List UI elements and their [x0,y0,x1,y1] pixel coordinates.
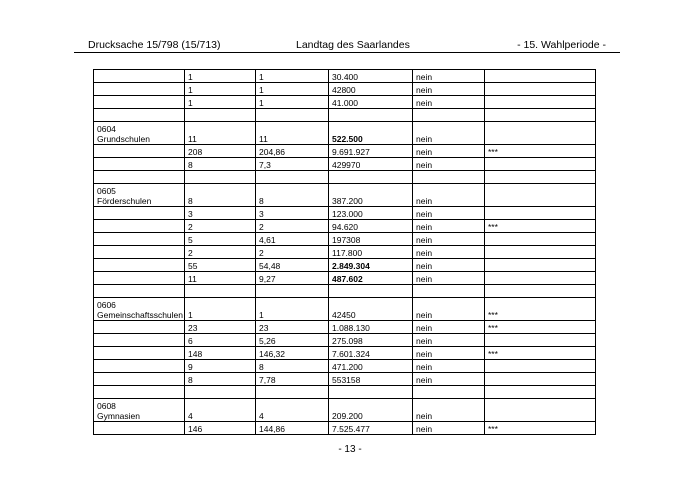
table-row [94,334,596,347]
cell-count: 2 [185,246,256,259]
cell-amount: 9.691.927 [329,145,413,158]
category-code: 0608 [97,401,116,411]
table-row [94,184,596,207]
cell-note [485,184,596,207]
cell-count: 23 [185,321,256,334]
cell-count: 208 [185,145,256,158]
cell-note [485,96,596,109]
cell-amount [329,122,413,145]
table-row [94,171,596,184]
table-row [94,246,596,259]
cell-amount: 209.200 [329,399,413,422]
table-row [94,272,596,285]
cell-status: nein [413,96,485,109]
cell-note: *** [485,220,596,233]
cell-category [94,207,185,220]
cell-status: nein [413,233,485,246]
cell-amount: 94.620 [329,220,413,233]
cell-amount: 7.601.324 [329,347,413,360]
cell-status: nein [413,422,485,435]
category-name: Grundschulen [97,134,150,144]
cell-count: 148 [185,347,256,360]
cell-status: nein [413,399,485,422]
cell-note [485,373,596,386]
category-code: 0605 [97,186,116,196]
cell-fte: 11 [256,122,329,145]
cell-category [94,334,185,347]
cell-amount: 275.098 [329,334,413,347]
cell-amount [329,272,413,285]
cell-category [94,399,185,422]
amount-bold: 2.849.304 [332,261,370,271]
cell-fte: 146,32 [256,347,329,360]
cell-status: nein [413,298,485,321]
cell-category [94,158,185,171]
table-row [94,122,596,145]
cell-count: 11 [185,272,256,285]
table-row [94,298,596,321]
cell-note [485,171,596,184]
cell-status: nein [413,207,485,220]
cell-note [485,246,596,259]
cell-note: *** [485,321,596,334]
cell-fte: 4 [256,399,329,422]
cell-fte: 1 [256,83,329,96]
table-row [94,422,596,435]
cell-note [485,207,596,220]
cell-fte: 144,86 [256,422,329,435]
table-row [94,259,596,272]
cell-fte [256,109,329,122]
cell-count: 4 [185,399,256,422]
cell-category [94,145,185,158]
table-row [94,399,596,422]
cell-category [94,347,185,360]
category-code: 0604 [97,124,116,134]
cell-amount: 41.000 [329,96,413,109]
cell-amount: 197308 [329,233,413,246]
table-row [94,233,596,246]
table-row [94,220,596,233]
cell-amount: 30.400 [329,70,413,83]
cell-amount: 117.800 [329,246,413,259]
cell-amount [329,171,413,184]
cell-note [485,272,596,285]
cell-fte: 54,48 [256,259,329,272]
cell-fte: 204,86 [256,145,329,158]
cell-amount: 42450 [329,298,413,321]
table-row [94,158,596,171]
cell-status [413,171,485,184]
page-number: - 13 - [338,444,362,455]
cell-count [185,171,256,184]
cell-status [413,285,485,298]
cell-category [94,70,185,83]
cell-fte: 23 [256,321,329,334]
cell-status: nein [413,158,485,171]
cell-count: 8 [185,373,256,386]
cell-count: 8 [185,184,256,207]
cell-amount [329,109,413,122]
category-name: Gymnasien [97,411,140,421]
cell-fte: 1 [256,96,329,109]
cell-count: 1 [185,83,256,96]
table-row [94,70,596,83]
parliament-name: Landtag des Saarlandes [296,39,410,51]
table-row [94,360,596,373]
cell-status: nein [413,334,485,347]
cell-fte: 9,27 [256,272,329,285]
cell-note [485,399,596,422]
cell-status: nein [413,272,485,285]
cell-category [94,233,185,246]
cell-fte: 2 [256,246,329,259]
cell-count [185,109,256,122]
table-row [94,285,596,298]
cell-status: nein [413,70,485,83]
data-table [93,69,596,435]
cell-category [94,220,185,233]
cell-fte: 2 [256,220,329,233]
cell-category [94,259,185,272]
cell-status: nein [413,83,485,96]
cell-category [94,96,185,109]
cell-amount: 42800 [329,83,413,96]
amount-bold: 487.602 [332,274,363,284]
cell-fte: 8 [256,360,329,373]
cell-amount: 429970 [329,158,413,171]
cell-fte: 8 [256,184,329,207]
cell-count: 55 [185,259,256,272]
cell-note: *** [485,145,596,158]
table-row [94,207,596,220]
cell-count: 146 [185,422,256,435]
cell-count: 1 [185,96,256,109]
cell-category [94,386,185,399]
cell-status: nein [413,220,485,233]
cell-status: nein [413,184,485,207]
legislative-period: - 15. Wahlperiode - [517,39,606,51]
cell-status: nein [413,347,485,360]
table-row [94,373,596,386]
cell-status: nein [413,145,485,158]
cell-amount: 123.000 [329,207,413,220]
cell-status: nein [413,122,485,145]
cell-note: *** [485,422,596,435]
cell-note [485,83,596,96]
cell-note [485,70,596,83]
table-row [94,321,596,334]
cell-note [485,334,596,347]
cell-amount [329,285,413,298]
cell-status [413,109,485,122]
cell-count: 6 [185,334,256,347]
cell-amount: 553158 [329,373,413,386]
cell-count [185,386,256,399]
cell-count [185,285,256,298]
cell-fte [256,171,329,184]
cell-category [94,246,185,259]
cell-fte: 7,78 [256,373,329,386]
cell-status [413,386,485,399]
cell-amount: 471.200 [329,360,413,373]
cell-amount: 1.088.130 [329,321,413,334]
cell-count: 1 [185,298,256,321]
cell-status: nein [413,360,485,373]
cell-category [94,360,185,373]
cell-status: nein [413,246,485,259]
cell-category [94,109,185,122]
cell-amount [329,386,413,399]
cell-status: nein [413,259,485,272]
table-row [94,386,596,399]
cell-category [94,373,185,386]
document-number: Drucksache 15/798 (15/713) [88,39,221,51]
cell-fte [256,285,329,298]
cell-status: nein [413,373,485,386]
cell-category [94,83,185,96]
cell-note: *** [485,347,596,360]
cell-fte: 1 [256,70,329,83]
cell-category [94,272,185,285]
cell-fte: 7,3 [256,158,329,171]
cell-count: 3 [185,207,256,220]
cell-category [94,184,185,207]
category-code: 0606 [97,300,116,310]
table-row [94,96,596,109]
cell-note [485,109,596,122]
cell-amount: 7.525.477 [329,422,413,435]
cell-fte: 1 [256,298,329,321]
table-row [94,109,596,122]
cell-count: 2 [185,220,256,233]
table-row [94,83,596,96]
cell-note: *** [485,298,596,321]
cell-fte: 3 [256,207,329,220]
cell-fte: 5,26 [256,334,329,347]
cell-note [485,158,596,171]
cell-note [485,122,596,145]
cell-note [485,233,596,246]
cell-count: 9 [185,360,256,373]
page-header [74,38,620,53]
cell-category [94,298,185,321]
cell-note [485,285,596,298]
table-row [94,347,596,360]
cell-note [485,360,596,373]
cell-count: 8 [185,158,256,171]
cell-category [94,321,185,334]
cell-category [94,171,185,184]
cell-amount: 387.200 [329,184,413,207]
cell-status: nein [413,321,485,334]
cell-category [94,122,185,145]
cell-fte [256,386,329,399]
table-row [94,145,596,158]
cell-count: 5 [185,233,256,246]
cell-count: 1 [185,70,256,83]
category-name: Förderschulen [97,196,152,206]
cell-amount [329,259,413,272]
cell-category [94,285,185,298]
cell-category [94,422,185,435]
cell-note [485,386,596,399]
category-name: Gemeinschaftsschulen [97,310,183,320]
cell-count: 11 [185,122,256,145]
cell-note [485,259,596,272]
cell-fte: 4,61 [256,233,329,246]
amount-bold: 522.500 [332,134,363,144]
